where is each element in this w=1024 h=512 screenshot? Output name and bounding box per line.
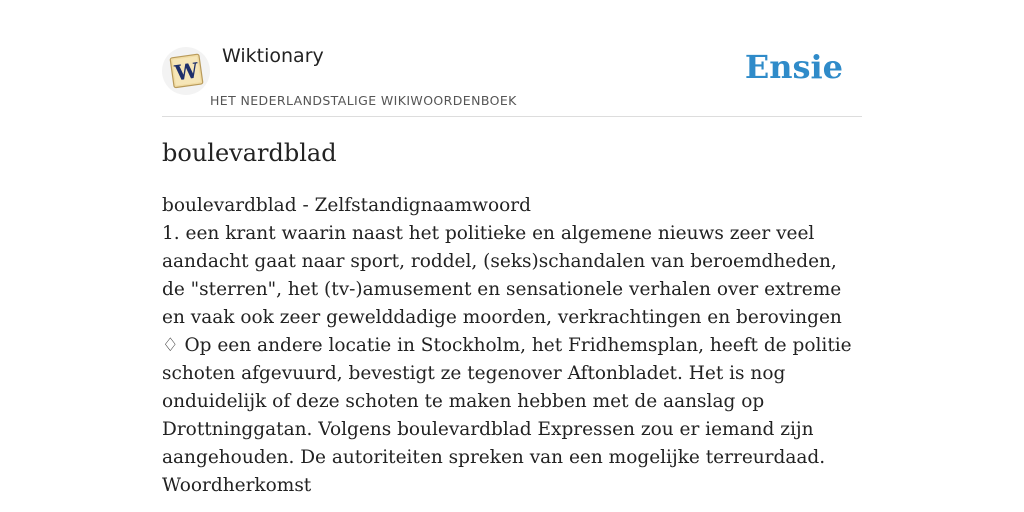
logo-letter: W bbox=[173, 57, 200, 86]
site-subtitle: HET NEDERLANDSTALIGE WIKIWOORDENBOEK bbox=[210, 93, 517, 108]
site-name[interactable]: Wiktionary bbox=[222, 45, 324, 67]
article-body bbox=[162, 192, 862, 500]
wiktionary-tile-graphic bbox=[162, 47, 210, 95]
part-of-speech-line: boulevardblad - Zelfstandignaamwoord bbox=[162, 195, 531, 216]
site-header bbox=[162, 0, 862, 117]
ensie-brand-logo[interactable]: Ensie bbox=[744, 48, 843, 86]
definition-text: 1. een krant waarin naast het politieke en algemene nieuws zeer veel aandacht gaat naar sport, roddel, (seks)schandalen van beroemdheden, de "sterren", het (tv-)amusement en sensationele verhalen over extreme en vaak ook zeer gewelddadige moorden, verkrachtingen en berovingen bbox=[162, 223, 842, 328]
example-text: ♢ Op een andere locatie in Stockholm, het Fridhemsplan, heeft de politie schoten afgevuurd, bevestigt ze tegenover Aftonbladet. Het is nog onduidelijk of deze schoten te maken hebben met de aanslag op Drottninggatan. Volgens boulevardblad Expressen zou er iemand zijn aangehouden. De autoriteiten spreken van een mogelijke terreurdaad. bbox=[162, 335, 852, 468]
page-title: boulevardblad bbox=[162, 139, 337, 167]
wiktionary-logo-icon[interactable] bbox=[162, 47, 210, 95]
etymology-heading: Woordherkomst bbox=[162, 475, 312, 496]
